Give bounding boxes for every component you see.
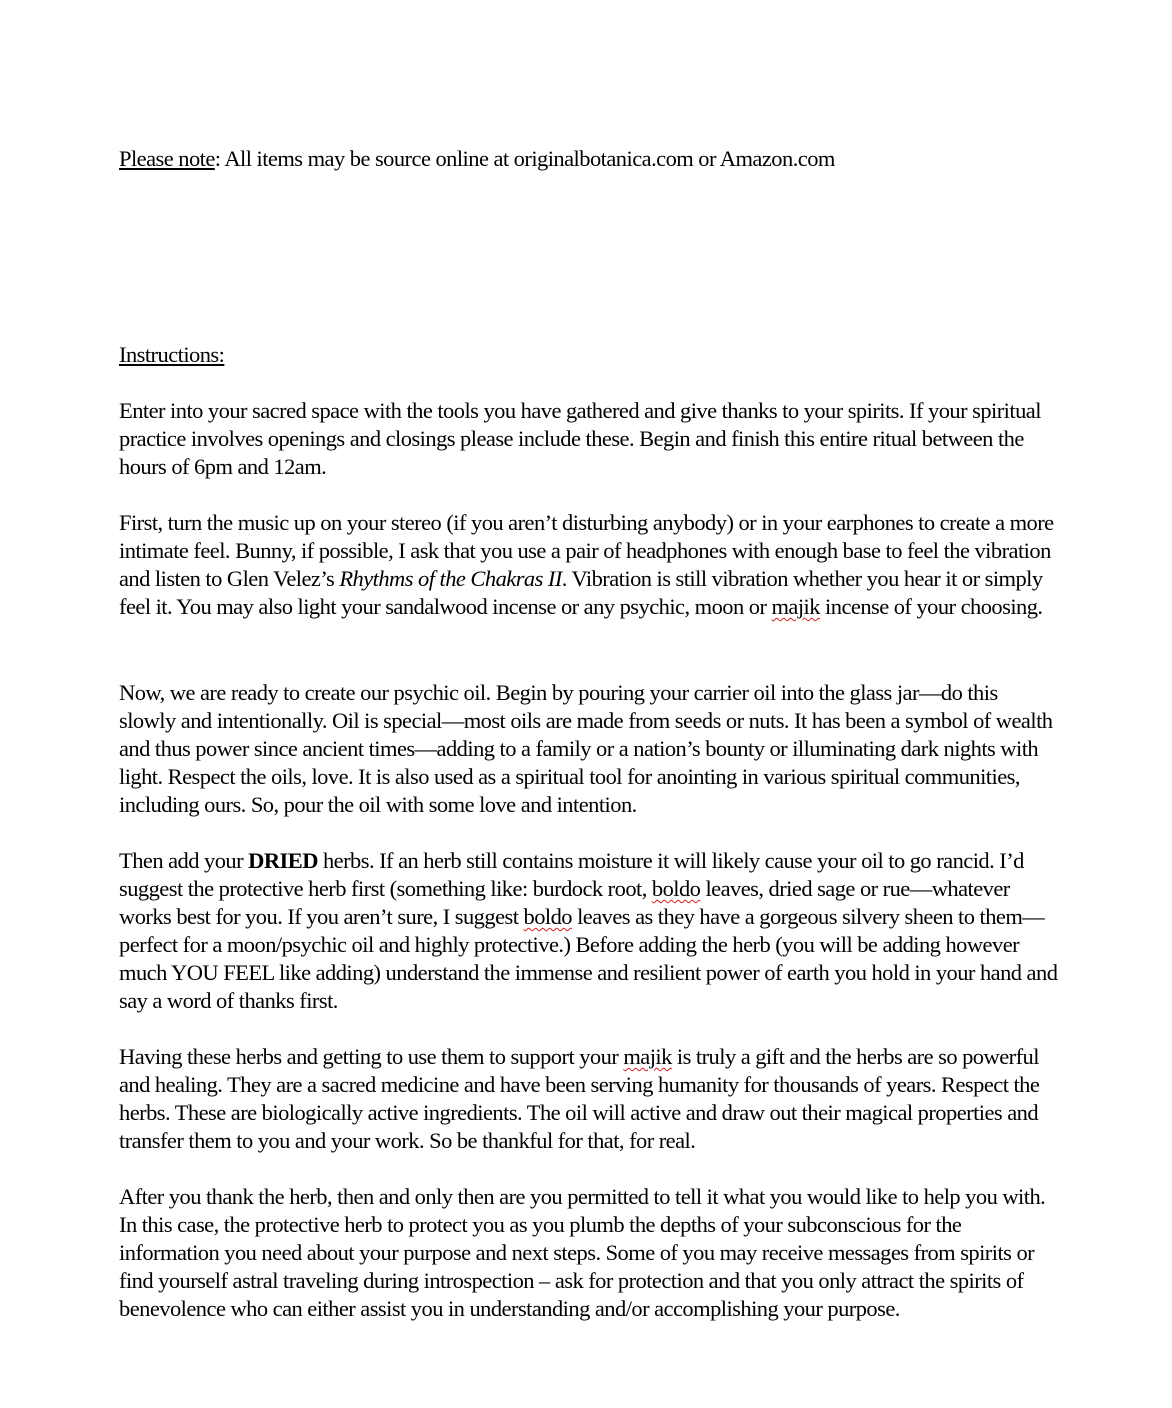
spellcheck-word[interactable]: boldo (523, 904, 573, 929)
paragraph-5 (119, 1043, 1059, 1155)
paragraph-2-text-c: incense of your choosing. (819, 594, 1043, 619)
note-label: Please note (119, 146, 215, 171)
paragraph-5-text-b: is truly a gift and the herbs are so powerful and healing. They are a sacred medicine and have been serving humanity for thousands of years. Respect the herbs. These are biologically active ingredients. The oil will active and draw out their magical properties and transfer them to you and your work. So be thankful for that, for real. (119, 1044, 1040, 1153)
instructions-heading: Instructions: (119, 342, 225, 367)
paragraph-2-text-b: . Vibration is still vibration whether you hear it or simply feel it. You may also light your sandalwood incense or any psychic, moon or (119, 566, 1043, 619)
paragraph-4 (119, 847, 1059, 1015)
paragraph-5-text-a: Having these herbs and getting to use them to support your (119, 1044, 624, 1069)
note-line (119, 145, 1059, 173)
paragraph-2-text-a: First, turn the music up on your stereo (if you aren’t disturbing anybody) or in your earphones to create a more intimate feel. Bunny, if possible, I ask that you use a pair of headphones with enough base to feel the vibration and listen to Glen Velez’s (119, 510, 1054, 591)
bold-dried: DRIED (248, 848, 318, 873)
paragraph-1: Enter into your sacred space with the tools you have gathered and give thanks to your spirits. If your spiritual practice involves openings and closings please include these. Begin and finish this entire ritual between the hours of 6pm and 12am. (119, 398, 1041, 479)
paragraph-4-text-d: leaves as they have a gorgeous silvery sheen to them—perfect for a moon/psychic oil and highly protective.) Before adding the herb (you will be adding however much YOU FEEL like adding) understand the immense and resilient power of earth you hold in your hand and say a word of thanks first. (119, 904, 1058, 1013)
paragraph-4-text-a: Then add your (119, 848, 249, 873)
paragraph-4-text-c: leaves, dried sage or rue—whatever works best for you. If you aren’t sure, I suggest (119, 876, 1010, 929)
paragraph-2 (119, 509, 1059, 621)
paragraph-3: Now, we are ready to create our psychic oil. Begin by pouring your carrier oil into the glass jar—do this slowly and intentionally. Oil is special—most oils are made from seeds or nuts. It has been a symbol of wealth and thus power since ancient times—adding to a family or a nation’s bounty or illuminating dark nights with light. Respect the oils, love. It is also used as a spiritual tool for anointing in various spiritual communities, including ours. So, pour the oil with some love and intention. (119, 680, 1053, 817)
spellcheck-word[interactable]: boldo (651, 876, 701, 901)
paragraph-6: After you thank the herb, then and only then are you permitted to tell it what you would like to help you with. In this case, the protective herb to protect you as you plumb the depths of your subconscious for the information you need about your purpose and next steps. Some of you may receive messages from spirits or find yourself astral traveling during introspection – ask for protection and that you only attract the spirits of benevolence who can either assist you in understanding and/or accomplishing your purpose. (119, 1184, 1046, 1321)
spellcheck-word[interactable]: majik (623, 1044, 672, 1069)
album-title: Rhythms of the Chakras II (339, 566, 562, 591)
spellcheck-word[interactable]: majik (771, 594, 820, 619)
note-text: : All items may be source online at originalbotanica.com or Amazon.com (214, 146, 835, 171)
paragraph-4-text-b: herbs. If an herb still contains moisture it will likely cause your oil to go rancid. I’d suggest the protective herb first (something like: burdock root, (119, 848, 1024, 901)
